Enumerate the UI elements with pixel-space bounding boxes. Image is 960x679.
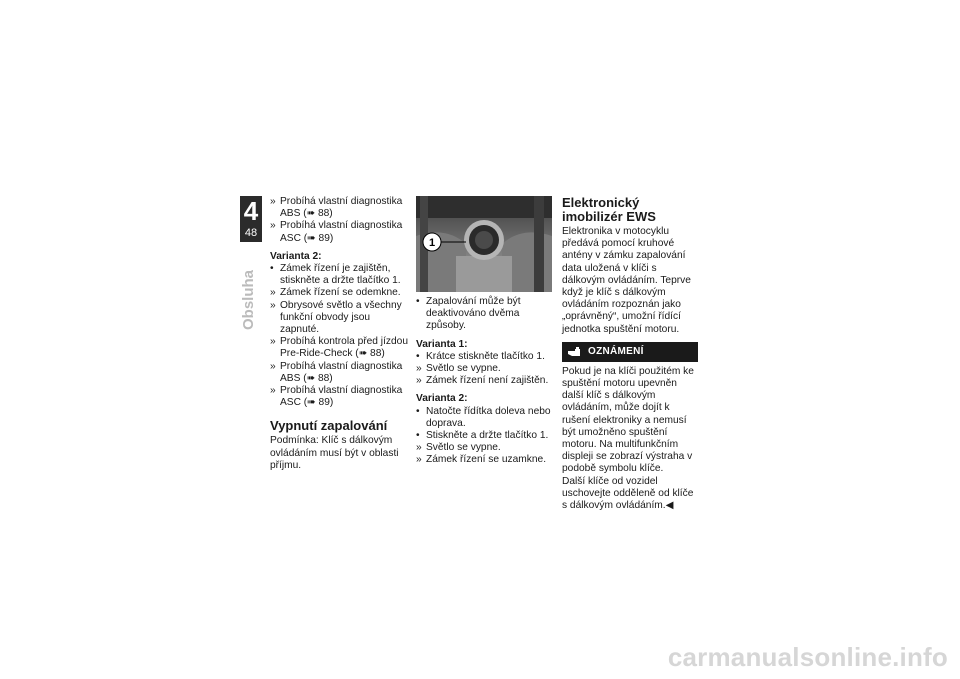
section-heading: Elektronický imobilizér EWS <box>562 195 656 224</box>
col1-intro-list <box>270 196 408 245</box>
ignition-switch-illustration <box>416 196 552 292</box>
list-item: » Probíhá vlastní diagnostika ABS (➠ 88) <box>270 196 403 220</box>
notice-header <box>562 342 698 362</box>
list-item: » Probíhá vlastní diagnostika ABS (➠ 88) <box>270 360 403 384</box>
column-3 <box>562 196 698 512</box>
list-item: • Zámek řízení je zajištěn, stiskněte a držte tlačítko 1. <box>270 263 401 287</box>
paragraph: Elektronika v motocyklu předává pomocí kruhové antény v zámku zapalování data uložená v klíči s dálkovým ovládáním. Teprve když je klíč s dálkovým ovládáním rozpoznán jako „oprávněný“, umožní řídící jednotka spuštění motoru. <box>562 226 691 335</box>
list-item: • Krátce stiskněte tlačítko 1. <box>416 350 545 362</box>
notice-hand-icon <box>566 345 582 359</box>
list-item: » Probíhá kontrola před jízdou Pre-Ride-Check (➠ 88) <box>270 336 408 360</box>
paragraph: Podmínka: Klíč s dálkovým ovládáním musí být v oblasti příjmu. <box>270 435 399 471</box>
column-2 <box>416 196 552 467</box>
section-heading: Vypnutí zapalování <box>270 418 388 434</box>
column-1 <box>270 196 408 472</box>
chapter-number: 4 <box>243 196 259 226</box>
notice-paragraph: Pokud je na klíči použitém ke spuštění motoru upevněn další klíč s dálkovým ovládáním, může dojít k rušení elektroniky a nemusí být umožněno spuštění motoru. Na multifunkčním displeji se zobrazí výstraha v podobě symbolu klíče. <box>562 365 694 475</box>
photo-callout-label: 1 <box>428 237 436 249</box>
list-item: » Zámek řízení se odemkne. <box>270 287 401 299</box>
ignition-switch-photo <box>416 196 552 292</box>
variant-2-title: Varianta 2: <box>270 250 322 262</box>
list-item: • Zapalování může být deaktivováno dvěma způsoby. <box>416 296 521 332</box>
watermark: carmanualsonline.info <box>667 642 948 672</box>
list-item: » Světlo se vypne. <box>416 363 501 375</box>
col2-variant2-list <box>416 406 552 467</box>
variant-2-title: Varianta 2: <box>416 393 468 405</box>
variant-1-title: Varianta 1: <box>416 338 468 350</box>
list-item: » Zámek řízení se uzamkne. <box>416 454 547 466</box>
list-item: » Probíhá vlastní diagnostika ASC (➠ 89) <box>270 385 403 409</box>
col1-variant2-list <box>270 263 408 409</box>
col2-variant1-list <box>416 351 552 388</box>
list-item: » Světlo se vypne. <box>416 442 501 454</box>
list-item: » Obrysové světlo a všechny funkční obvody jsou zapnuté. <box>270 299 402 336</box>
list-item: • Natočte řídítka doleva nebo doprava. <box>416 405 551 429</box>
list-item: • Stiskněte a držte tlačítko 1. <box>416 430 549 442</box>
notice-paragraph-2: Další klíče od vozidel uschovejte odděleně od klíče s dálkovým ovládáním.◀ <box>562 475 694 512</box>
chapter-tab <box>240 196 262 242</box>
list-item: » Zámek řízení není zajištěn. <box>416 375 549 387</box>
page-number: 48 <box>244 227 258 239</box>
section-label: Obsluha <box>240 269 257 330</box>
notice-title: OZNÁMENÍ <box>588 345 644 357</box>
list-item: » Probíhá vlastní diagnostika ASC (➠ 89) <box>270 220 403 244</box>
